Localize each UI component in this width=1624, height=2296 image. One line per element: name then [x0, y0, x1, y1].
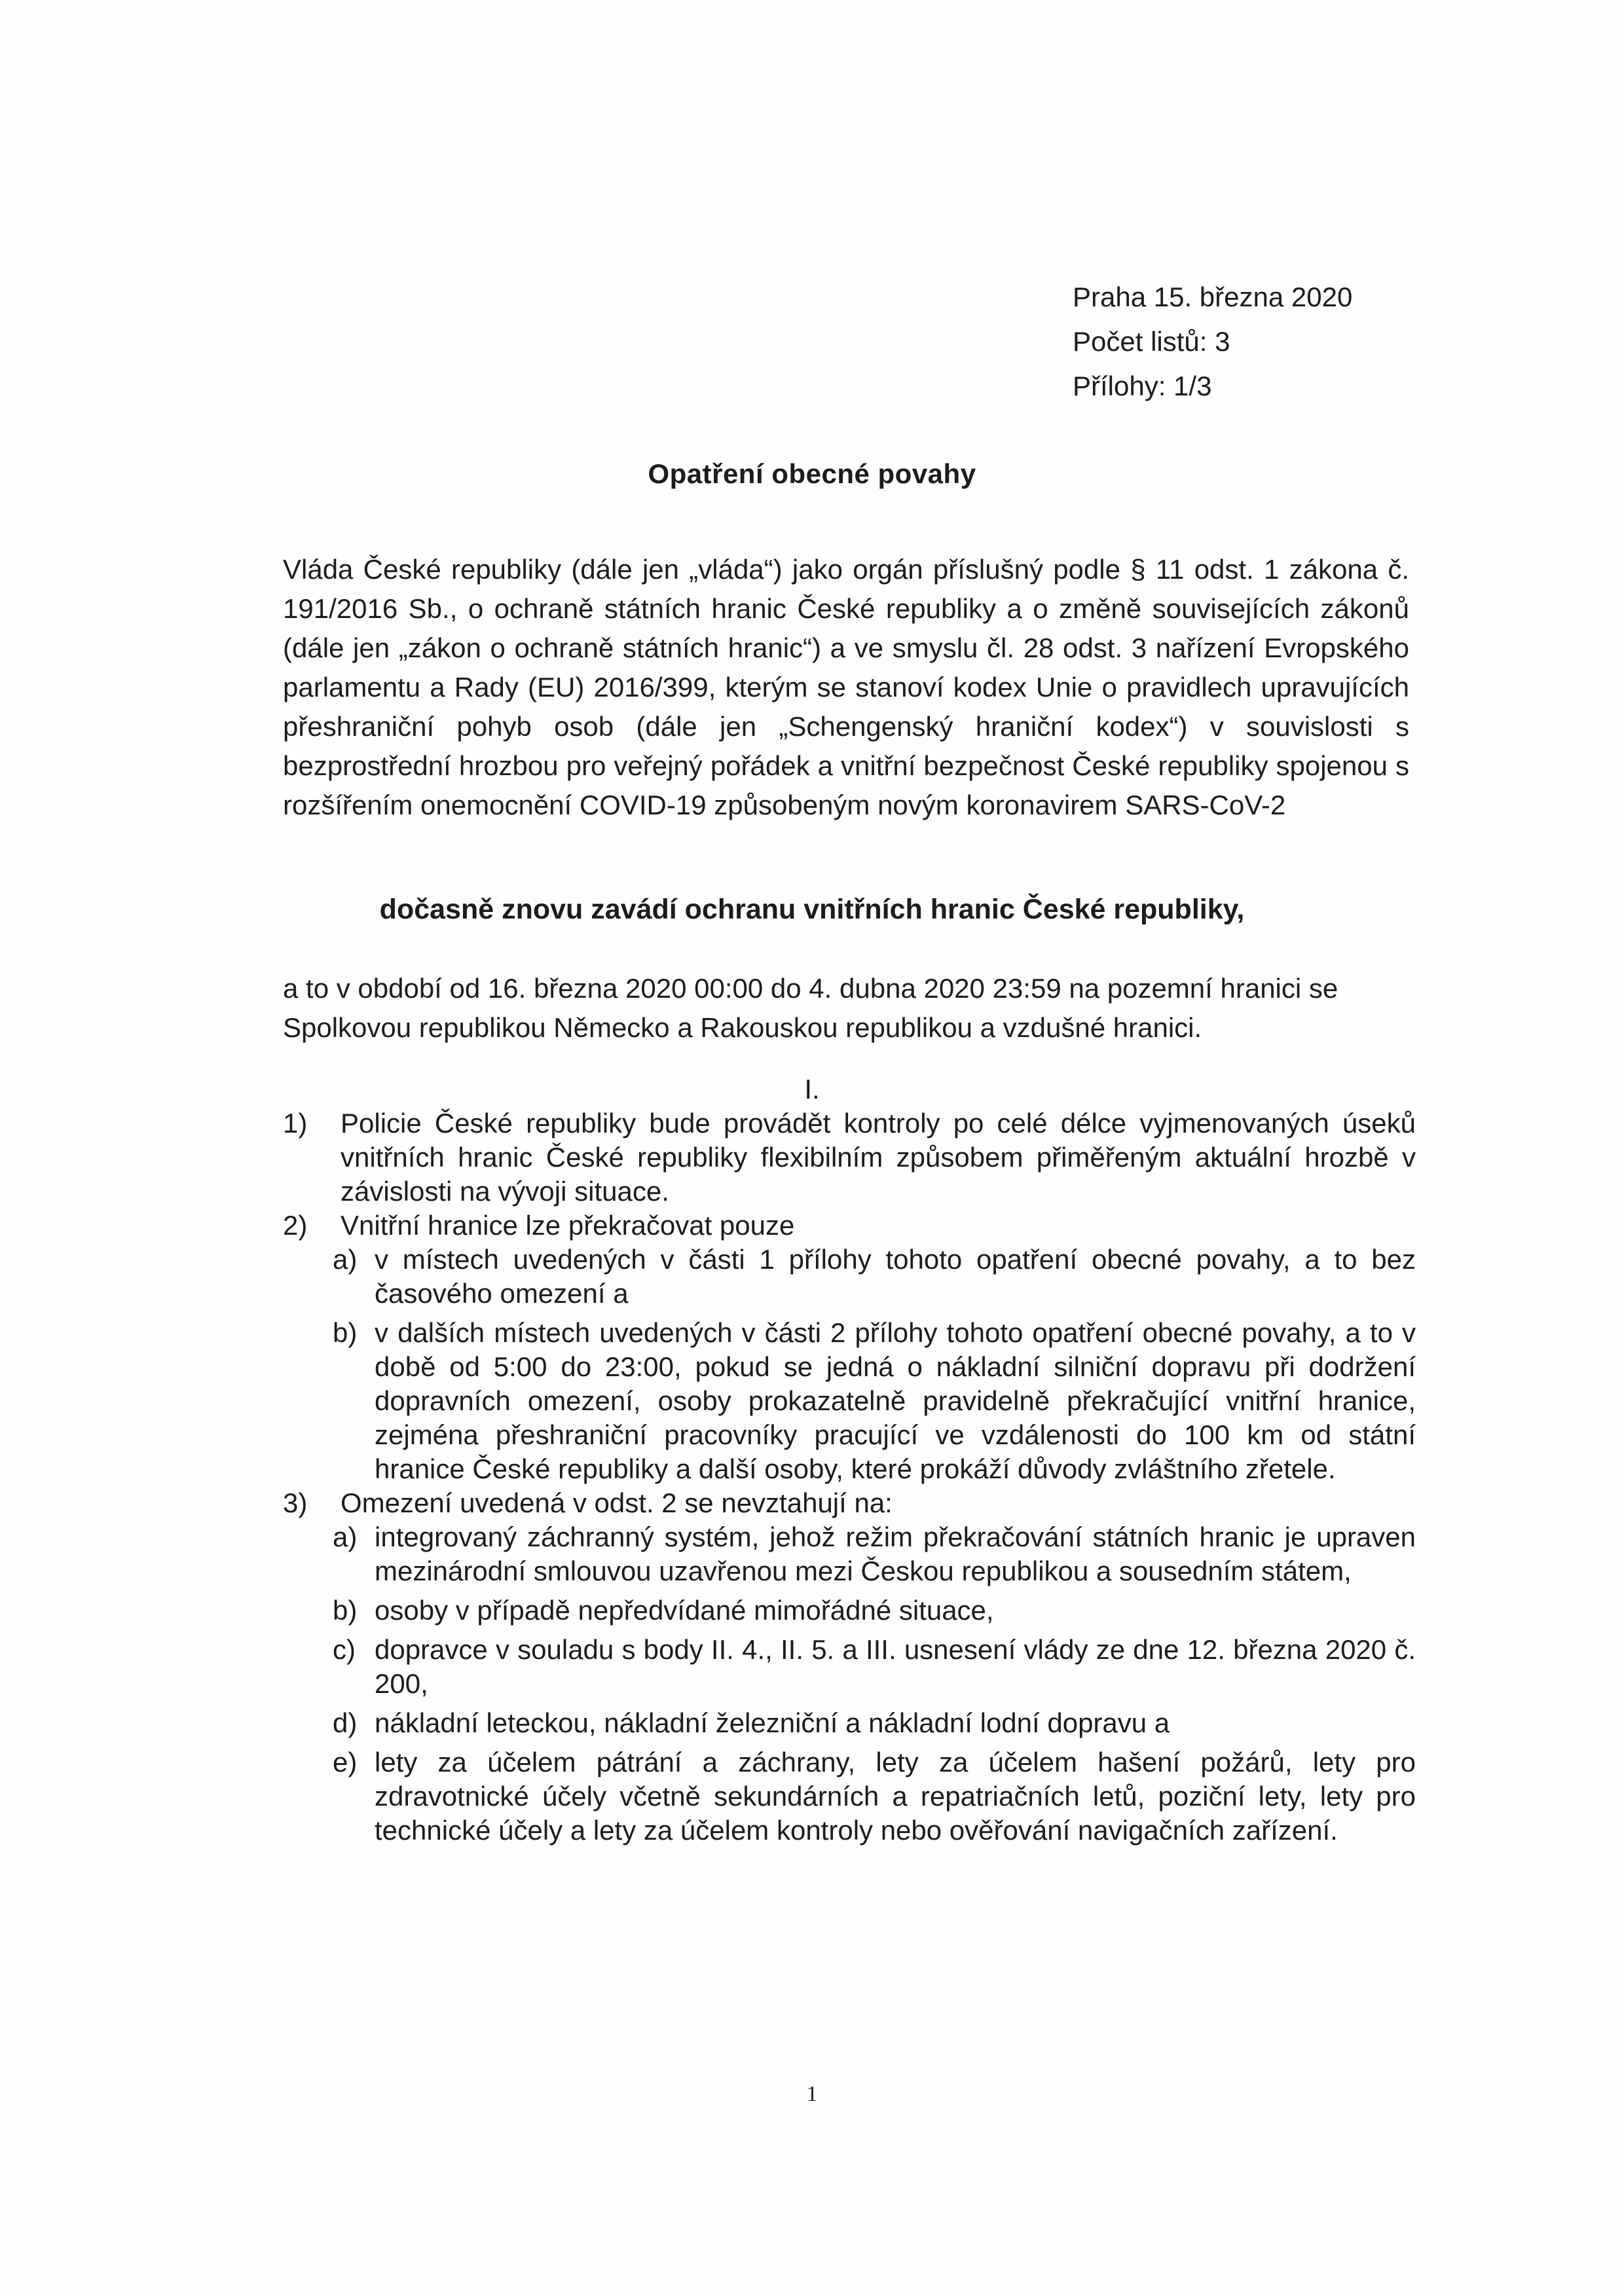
sheet-count: Počet listů: 3 — [1073, 326, 1230, 357]
sub-item-letter: c) — [333, 1634, 356, 1665]
list-item — [283, 1486, 1416, 1520]
sub-item — [333, 1633, 1416, 1701]
sub-item-letter: b) — [333, 1595, 358, 1626]
sub-item-letter: d) — [333, 1707, 358, 1738]
intro-paragraph: Vláda České republiky (dále jen „vláda“) jako orgán příslušný podle § 11 odst. 1 zákona č. 191/2016 Sb., o ochraně státních hranic České republiky a o změně souvisejících zákonů (dále jen „zákon o ochraně státních hranic“) a ve smyslu čl. 28 odst. 3 nařízení Evropského parlamentu a Rady (EU) 2016/399, kterým se stanoví kodex Unie o pravidlech upravujících přeshraniční pohyb osob (dále jen „Schengenský hraniční kodex“) v souvislosti s bezprostřední hrozbou pro veřejný pořádek a vnitřní bezpečnost České republiky spojenou s rozšířením onemocnění COVID-19 způsobeným novým koronavirem SARS-CoV-2 — [283, 554, 1409, 820]
item-number: 1) — [283, 1108, 308, 1139]
sub-item-letter: e) — [333, 1747, 358, 1777]
sub-item — [333, 1243, 1416, 1311]
sub-item-text: nákladní leteckou, nákladní železniční a nákladní lodní dopravu a — [375, 1707, 1170, 1738]
item-text: Policie České republiky bude provádět kontroly po celé délce vyjmenovaných úseků vnitřních hranic České republiky flexibilním způsobem přiměřeným aktuální hrozbě v závislosti na vývoji situace. — [341, 1108, 1416, 1207]
item-text: Omezení uvedená v odst. 2 se nevztahují na: — [341, 1487, 893, 1518]
sub-item-letter: a) — [333, 1522, 358, 1552]
sub-item — [333, 1745, 1416, 1848]
sub-item-text: lety za účelem pátrání a záchrany, lety za účelem hašení požárů, lety pro zdravotnické účely včetně sekundárních a repatriačních letů, poziční lety, lety pro technické účely a lety za účelem kontroly nebo ověřování navigačních zařízení. — [375, 1747, 1416, 1846]
sub-item-text: v dalších místech uvedených v části 2 přílohy tohoto opatření obecné povahy, a to v době od 5:00 do 23:00, pokud se jedná o nákladní silniční dopravu při dodržení dopravních omezení, osoby prokazatelně pravidelně překračující vnitřní hranice, zejména přeshraniční pracovníky pracující ve vzdálenosti do 100 km od státní hranice České republiky a další osoby, které prokáží důvody zvláštního zřetele. — [375, 1317, 1416, 1484]
sub-item — [333, 1594, 1416, 1628]
item-number: 3) — [283, 1487, 308, 1518]
sub-item-letter: a) — [333, 1244, 358, 1275]
provisions-list — [283, 1106, 1416, 1848]
sub-item-letter: b) — [333, 1317, 358, 1348]
page-number: 1 — [806, 2082, 818, 2106]
sub-item-text: osoby v případě nepředvídané mimořádné situace, — [375, 1595, 994, 1626]
period-paragraph: a to v období od 16. března 2020 00:00 do 4. dubna 2020 23:59 na pozemní hranici se Spolkovou republikou Německo a Rakouskou republikou a vzdušné hranici. — [283, 973, 1338, 1043]
item-number: 2) — [283, 1210, 308, 1241]
document-title: Opatření obecné povahy — [648, 458, 976, 489]
sub-item-text: v místech uvedených v části 1 přílohy tohoto opatření obecné povahy, a to bez časového omezení a — [375, 1244, 1416, 1309]
sub-item-text: integrovaný záchranný systém, jehož režim překračování státních hranic je upraven mezinárodní smlouvou uzavřenou mezi Českou republikou a sousedním státem, — [375, 1522, 1416, 1586]
sub-item — [333, 1316, 1416, 1486]
item-text: Vnitřní hranice lze překračovat pouze — [341, 1210, 795, 1241]
list-item — [283, 1106, 1416, 1209]
sub-item — [333, 1520, 1416, 1588]
decision-statement: dočasně znovu zavádí ochranu vnitřních hranic České republiky, — [379, 894, 1245, 925]
list-item — [283, 1209, 1416, 1243]
sub-item — [333, 1706, 1416, 1740]
sub-item-text: dopravce v souladu s body II. 4., II. 5. a III. usnesení vlády ze dne 12. března 2020 č. 200, — [375, 1634, 1416, 1699]
place-date: Praha 15. března 2020 — [1073, 282, 1353, 312]
attachments-count: Přílohy: 1/3 — [1073, 371, 1212, 401]
document-header — [1073, 275, 1352, 409]
section-number: I. — [804, 1074, 820, 1104]
